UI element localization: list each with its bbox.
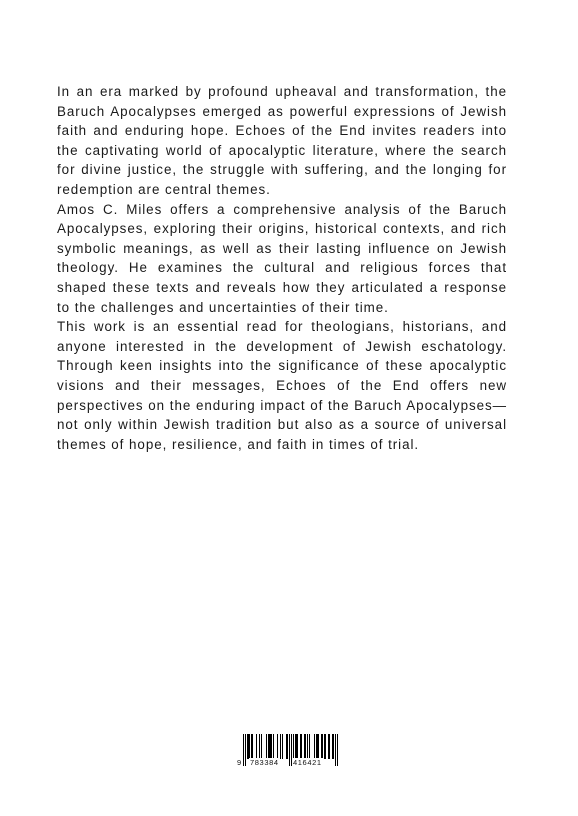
- barcode-bar: [266, 734, 267, 759]
- barcode-bar: [287, 734, 288, 759]
- barcode-bar: [332, 734, 333, 759]
- barcode-bar: [261, 734, 262, 759]
- barcode-bar: [259, 734, 260, 759]
- barcode-bar: [304, 734, 305, 759]
- barcode-bar: [317, 734, 318, 759]
- barcode-bar: [300, 734, 301, 759]
- barcode-bar: [297, 734, 298, 759]
- barcode-bar: [248, 734, 249, 759]
- barcode-bar: [318, 734, 319, 759]
- barcode-bar: [251, 734, 252, 759]
- barcode-bar: [335, 734, 336, 766]
- barcode-bar: [256, 734, 257, 759]
- barcode-bar: [247, 734, 248, 759]
- barcode-bar: [293, 734, 294, 759]
- barcode-bar: [321, 734, 322, 759]
- barcode-lead-digit: 9: [237, 758, 242, 767]
- barcode-bar: [333, 734, 334, 759]
- barcode-bar: [289, 734, 290, 766]
- barcode-bar: [301, 734, 302, 759]
- barcode-bar: [295, 734, 296, 759]
- barcode-bar: [314, 734, 315, 759]
- barcode-bar: [268, 734, 269, 759]
- barcode-bar: [245, 734, 246, 766]
- barcode-bar: [305, 734, 306, 759]
- barcode-left-digits: 783384: [250, 758, 279, 767]
- barcode-right-digits: 416421: [293, 758, 322, 767]
- blurb-paragraph-3: This work is an essential read for theologians, historians, and anyone interested in the development of Jewish eschatology. Through keen insights into the significance of these apocalyptic visions and their messages, Echoes of the End offers new perspectives on the enduring impact of the Baruch Apocalypses—not only within Jewish tradition but also as a source of universal themes of hope, resilience, and faith in times of trial.: [57, 319, 507, 452]
- barcode-bar: [252, 734, 253, 759]
- back-cover-blurb: [57, 82, 507, 454]
- barcode-bar: [322, 734, 323, 759]
- barcode-bar: [328, 734, 329, 759]
- barcode-bar: [270, 734, 271, 759]
- barcode-bar: [249, 734, 250, 759]
- barcode-bar: [280, 734, 281, 759]
- barcode-bar: [286, 734, 287, 759]
- isbn-barcode: [236, 734, 340, 774]
- barcode-bar: [329, 734, 330, 759]
- barcode-bar: [269, 734, 270, 759]
- barcode-bar: [243, 734, 244, 766]
- barcode-bar: [271, 734, 272, 759]
- barcode-bar: [324, 734, 325, 759]
- barcode-bar: [337, 734, 338, 766]
- blurb-paragraph-1: In an era marked by profound upheaval and transformation, the Baruch Apocalypses emerged as powerful expressions of Jewish faith and enduring hope. Echoes of the End invites readers into the captivating world of apocalyptic literature, where the search for divine justice, the struggle with suffering, and the longing for redemption are central themes.: [57, 84, 507, 197]
- barcode-bar: [316, 734, 317, 759]
- barcode-bar: [325, 734, 326, 759]
- barcode-bar: [273, 734, 274, 759]
- barcode-bar: [282, 734, 283, 759]
- barcode-bar: [277, 734, 278, 759]
- barcode-bar: [296, 734, 297, 759]
- barcode-bar: [307, 734, 308, 759]
- blurb-paragraph-2: Amos C. Miles offers a comprehensive analysis of the Baruch Apocalypses, exploring their origins, historical contexts, and rich symbolic meanings, as well as their lasting influence on Jewish theology. He examines the cultural and religious forces that shaped these texts and reveals how they articulated a response to the challenges and uncertainties of their time.: [57, 201, 507, 315]
- barcode-bar: [309, 734, 310, 759]
